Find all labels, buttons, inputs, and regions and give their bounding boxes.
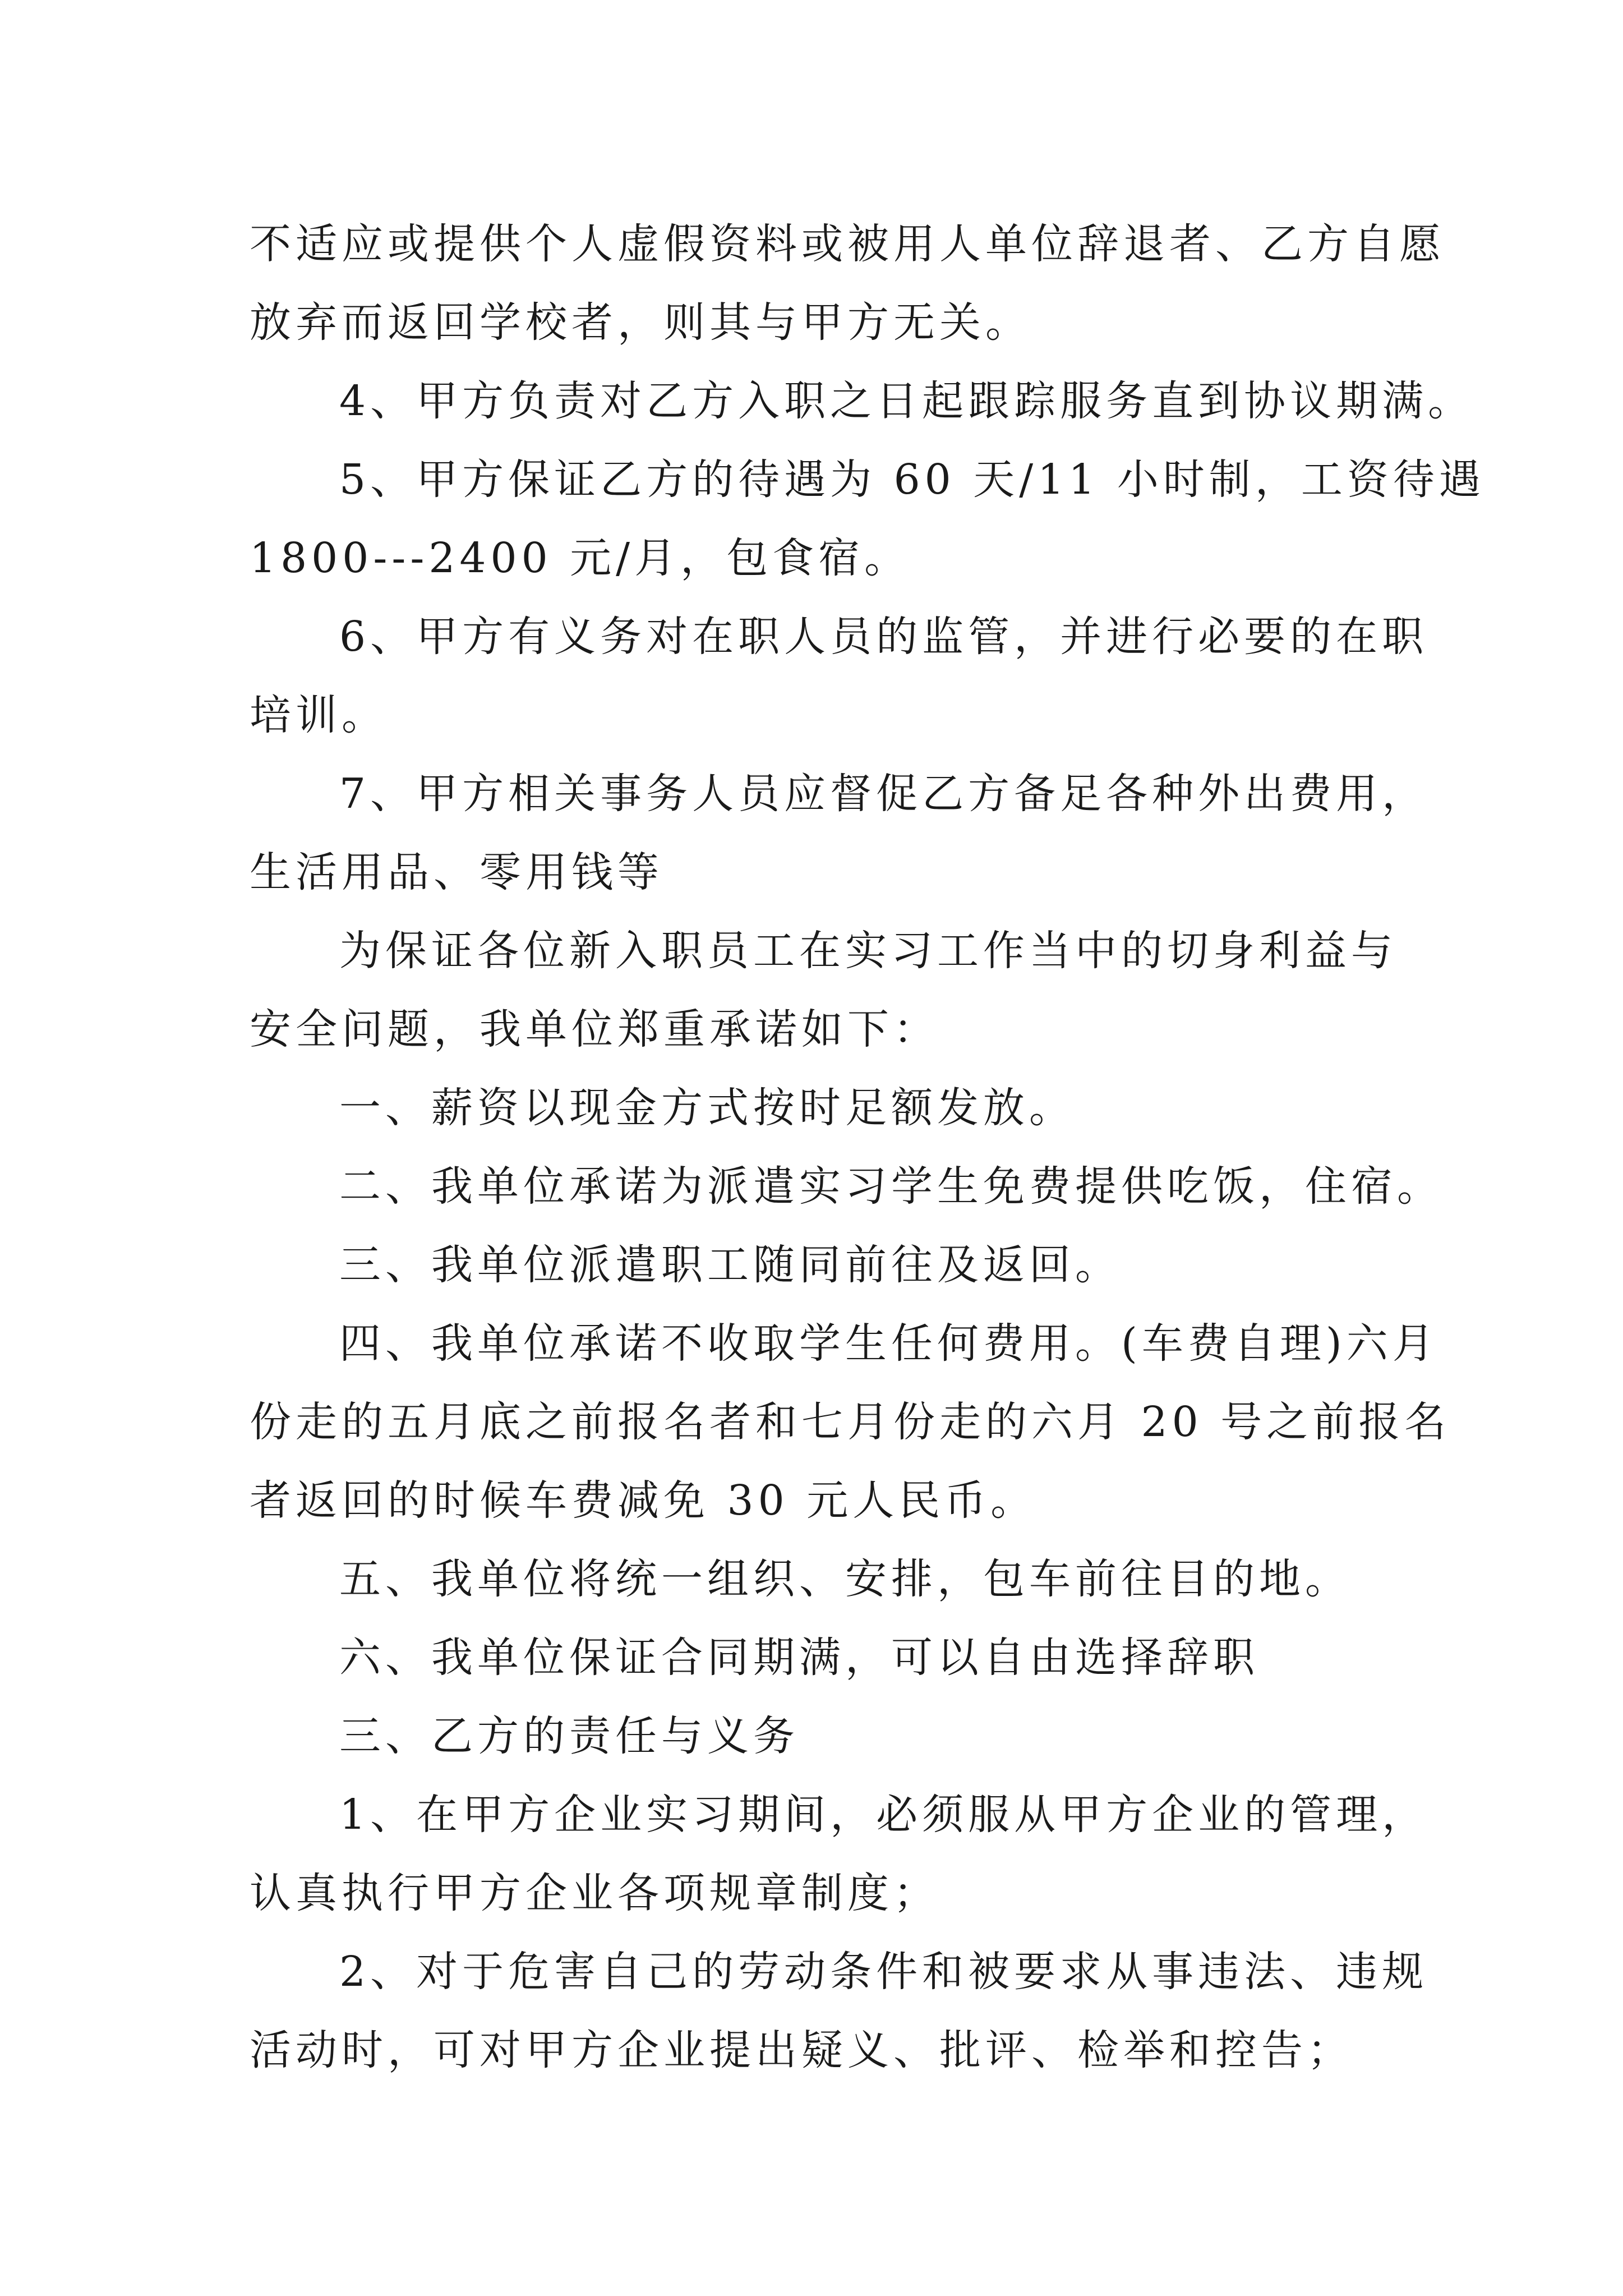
text-line: 为保证各位新入职员工在实习工作当中的切身利益与 <box>339 927 1397 975</box>
text-line: 7、甲方相关事务人员应督促乙方备足各种外出费用， <box>339 770 1428 818</box>
text-line: 6、甲方有义务对在职人员的监管，并进行必要的在职 <box>339 613 1428 661</box>
text-line: 六、我单位保证合同期满，可以自由选择辞职 <box>339 1634 1259 1682</box>
text-line: 培训。 <box>250 691 388 739</box>
text-line: 四、我单位承诺不收取学生任何费用。(车费自理)六月 <box>339 1319 1438 1368</box>
text-line: 安全问题，我单位郑重承诺如下： <box>250 1005 939 1053</box>
text-line: 生活用品、零用钱等 <box>250 848 663 896</box>
text-line: 一、薪资以现金方式按时足额发放。 <box>339 1084 1075 1132</box>
text-line: 份走的五月底之前报名者和七月份走的六月 20 号之前报名 <box>250 1398 1451 1446</box>
text-line: 认真执行甲方企业各项规章制度； <box>250 1869 939 1917</box>
text-line: 1、在甲方企业实习期间，必须服从甲方企业的管理， <box>339 1791 1428 1839</box>
text-line: 4、甲方负责对乙方入职之日起跟踪服务直到协议期满。 <box>339 377 1474 425</box>
text-line: 活动时，可对甲方企业提出疑义、批评、检举和控告； <box>250 2026 1353 2074</box>
text-line: 三、我单位派遣职工随同前往及返回。 <box>339 1241 1121 1289</box>
text-line: 不适应或提供个人虚假资料或被用人单位辞退者、乙方自愿 <box>250 220 1445 268</box>
text-line: 5、甲方保证乙方的待遇为 60 天/11 小时制，工资待遇 <box>339 455 1485 504</box>
text-line: 2、对于危害自己的劳动条件和被要求从事违法、违规 <box>339 1948 1428 1996</box>
text-line: 者返回的时候车费减免 30 元人民币。 <box>250 1476 1037 1525</box>
section-heading: 三、乙方的责任与义务 <box>339 1712 799 1760</box>
text-line: 放弃而返回学校者，则其与甲方无关。 <box>250 298 1031 347</box>
text-line: 1800---2400 元/月，包食宿。 <box>250 534 911 582</box>
text-line: 二、我单位承诺为派遣实习学生免费提供吃饭，住宿。 <box>339 1162 1443 1211</box>
text-line: 五、我单位将统一组织、安排，包车前往目的地。 <box>339 1555 1351 1603</box>
